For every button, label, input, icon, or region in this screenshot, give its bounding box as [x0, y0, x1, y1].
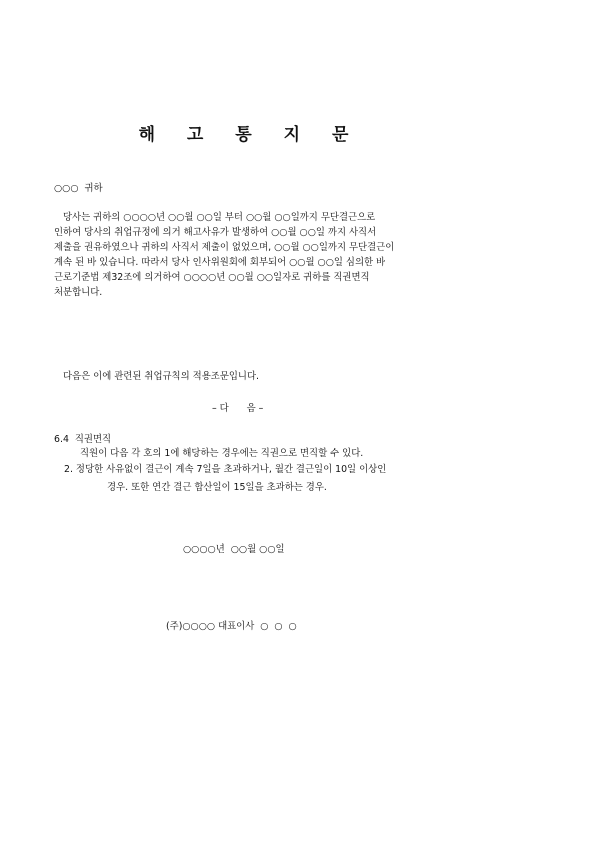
- rules-intro: 다음은 이에 관련된 취업규칙의 적용조문입니다.: [63, 371, 260, 382]
- issue-date: ○○○○년 ○○월 ○○일: [183, 544, 285, 555]
- body-line: 근로기준법 제32조에 의거하여 ○○○○년 ○○월 ○○일자로 귀하를 직권면직: [54, 272, 370, 283]
- clause-item-2-continued: 경우. 또한 연간 결근 합산일이 15일을 초과하는 경우.: [107, 482, 327, 493]
- clause-title: 6.4 직권면직: [54, 434, 112, 445]
- clause-text: 직원이 다음 각 호의 1에 해당하는 경우에는 직권으로 면직할 수 있다.: [80, 448, 364, 459]
- body-line: 당사는 귀하의 ○○○○년 ○○월 ○○일 부터 ○○월 ○○일까지 무단결근으로: [63, 212, 376, 223]
- body-line: 제출을 권유하였으나 귀하의 사직서 제출이 없었으며, ○○월 ○○일까지 무단결근이: [54, 242, 395, 253]
- document-title: 해 고 통 지 문: [138, 125, 362, 145]
- recipient-line: ○○○ 귀하: [54, 183, 103, 194]
- clause-item-2: 2. 정당한 사유없이 결근이 계속 7일을 초과하거나, 월간 결근일이 10일 이상인: [64, 464, 387, 475]
- body-line: 처분합니다.: [54, 287, 103, 298]
- following-heading: – 다 음 –: [212, 403, 264, 414]
- body-line: 인하여 당사의 취업규정에 의거 해고사유가 발생하여 ○○월 ○○일 까지 사직서: [54, 227, 377, 238]
- company-signature: (주)○○○○ 대표이사 ○ ○ ○: [166, 621, 297, 632]
- body-line: 계속 된 바 있습니다. 따라서 당사 인사위원회에 회부되어 ○○월 ○○일 심의한 바: [54, 257, 386, 268]
